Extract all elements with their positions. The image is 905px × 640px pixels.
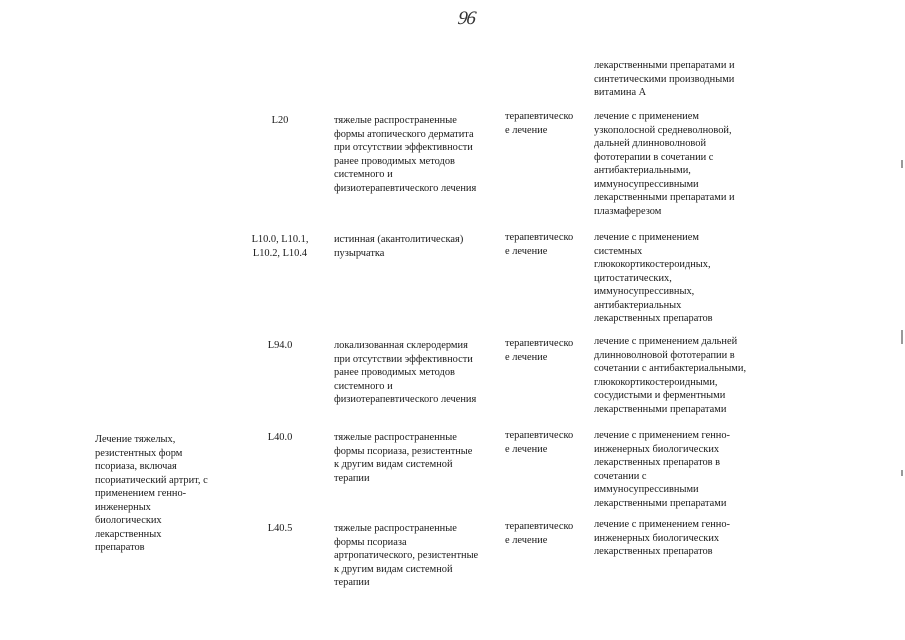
row-code: L40.5 [267, 523, 293, 534]
row-patient-model: тяжелые распространенные формы псориаза, резистентные к другим видам системной терапии [334, 432, 473, 484]
row-treatment-method: лечение с применением генно- инженерных биологических лекарственных препаратов в сочетании с иммуносупрессивными лекарственными препаратами [594, 430, 731, 509]
row-profile: Лечение тяжелых, резистентных форм псориаза, включая псориатический артрит, с применением генно- инженерных биологических лекарственных препаратов [95, 434, 208, 553]
continued-method-text: лекарственными препаратами и синтетическими производными витамина А [594, 60, 735, 98]
scan-edge-mark [901, 330, 903, 344]
row-treatment-type: терапевтическо е лечение [505, 430, 574, 455]
row-treatment-method: лечение с применением системных глюкокортикостероидных, цитостатических, иммуносупрессивных, антибактериальных лекарственных препаратов [594, 232, 713, 324]
row-code: L94.0 [267, 340, 293, 351]
row-treatment-method: лечение с применением дальней длинноволновой фототерапии в сочетании с антибактериальными, глюкокортикостероидными, сосудистыми и ферментными лекарственными препаратами [594, 336, 747, 415]
row-patient-model: тяжелые распространенные формы псориаза артропатического, резистентные к другим видам системной терапии [334, 523, 479, 588]
row-treatment-method: лечение с применением узкополосной средневолновой, дальней длинноволновой фототерапии в сочетании с антибактериальными, иммуносупрессивными лекарственными препаратами и плазмаферезом [594, 111, 735, 217]
row-code: L10.0, L10.1, L10.2, L10.4 [251, 234, 309, 259]
row-treatment-type: терапевтическо е лечение [505, 521, 574, 546]
row-treatment-method: лечение с применением генно- инженерных биологических лекарственных препаратов [594, 519, 731, 557]
row-code: L40.0 [267, 432, 293, 443]
row-code: L20 [271, 115, 289, 126]
row-patient-model: локализованная склеродермия при отсутствии эффективности ранее проводимых методов системного и физиотерапевтического лечения [334, 340, 477, 405]
scan-edge-mark [901, 160, 903, 168]
scan-edge-mark [901, 470, 903, 476]
row-patient-model: тяжелые распространенные формы атопического дерматита при отсутствии эффективности ранее проводимых методов системного и физиотерапевтического лечения [334, 115, 477, 194]
row-treatment-type: терапевтическо е лечение [505, 338, 574, 363]
row-treatment-type: терапевтическо е лечение [505, 111, 574, 136]
row-treatment-type: терапевтическо е лечение [505, 232, 574, 257]
page-number: 96 [456, 8, 477, 29]
row-patient-model: истинная (акантолитическая) пузырчатка [334, 234, 464, 259]
